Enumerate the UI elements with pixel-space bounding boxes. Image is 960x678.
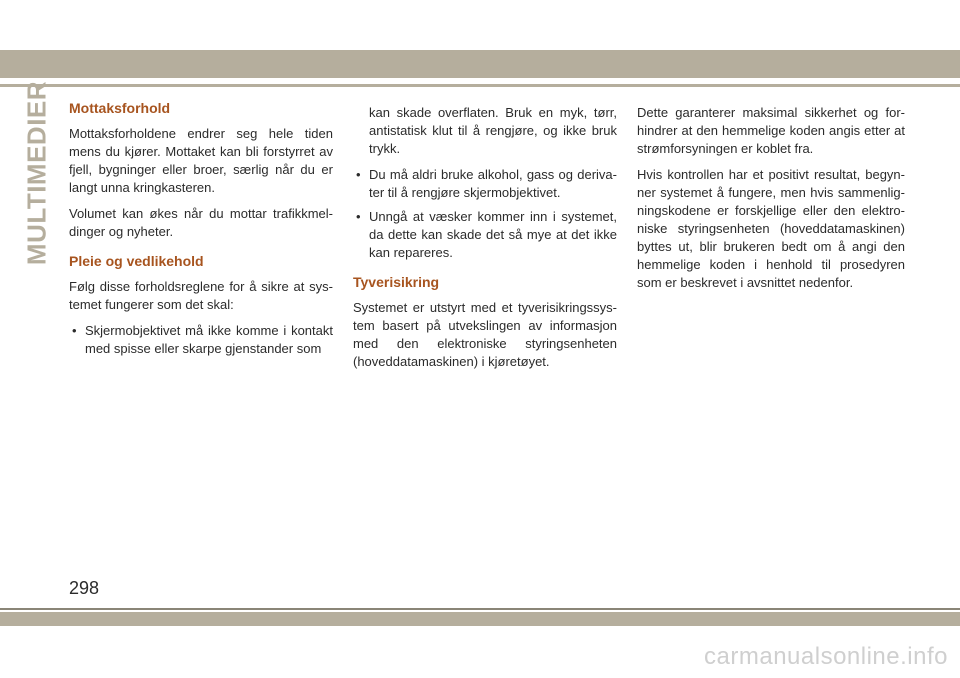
page-number: 298	[69, 578, 100, 598]
column-1	[69, 100, 333, 366]
list-item: • Du må aldri bruke alkohol, gass og deriva-ter til å rengjøre skjermobjektivet.	[353, 166, 617, 202]
watermark: carmanualsonline.info	[704, 643, 948, 670]
header-band	[0, 50, 960, 78]
list-item: • Skjermobjektivet må ikke komme i kontakt med spisse eller skarpe gjenstander som	[69, 322, 333, 358]
bullet-list	[69, 322, 333, 358]
list-item-continuation: kan skade overflaten. Bruk en myk, tørr, antistatisk klut til å rengjøre, og ikke bruk trykk.	[369, 105, 617, 156]
heading-mottaksforhold: Mottaksforhold	[69, 100, 171, 116]
column-2	[353, 104, 617, 379]
bullet-list	[353, 166, 617, 262]
section-side-tab	[21, 80, 52, 266]
header-rule	[0, 84, 960, 87]
paragraph: Følg disse forholdsreglene for å sikre at sys-temet fungerer som det skal:	[69, 279, 333, 312]
footer-rule	[0, 608, 960, 610]
column-3	[637, 104, 905, 300]
heading-tyverisikring: Tyverisikring	[353, 274, 440, 290]
paragraph: Hvis kontrollen har et positivt resultat, begyn-ner systemet å fungere, men hvis sammenlig-ningskodene er forskjellige eller den elektro-niske styringsenheten (hoveddatamaskinen) byttes ut, blir brukeren bedt om å angi den hemmelige koden i henhold til prosedyren som er beskrevet i avsnittet nedenfor.	[637, 167, 905, 290]
paragraph: Dette garanterer maksimal sikkerhet og for-hindrer at den hemmelige koden angis etter at strømforsyningen er koblet fra.	[637, 105, 905, 156]
footer-band	[0, 612, 960, 626]
paragraph: Systemet er utstyrt med et tyverisikringssys-tem basert på utvekslingen av informasjon med den elektroniske styringsenheten (hoveddatamaskinen) i kjøretøyet.	[353, 300, 617, 369]
paragraph: Volumet kan økes når du mottar trafikkmel-dinger og nyheter.	[69, 206, 333, 239]
side-tab-label: MULTIMEDIER	[21, 80, 52, 266]
paragraph: Mottaksforholdene endrer seg hele tiden mens du kjører. Mottaket kan bli forstyrret av fjell, bygninger eller broer, særlig når du er langt unna kringkasteren.	[69, 126, 333, 195]
heading-pleie-og-vedlikehold: Pleie og vedlikehold	[69, 253, 204, 269]
list-item: • Unngå at væsker kommer inn i systemet, da dette kan skade det så mye at det ikke kan repareres.	[353, 208, 617, 262]
